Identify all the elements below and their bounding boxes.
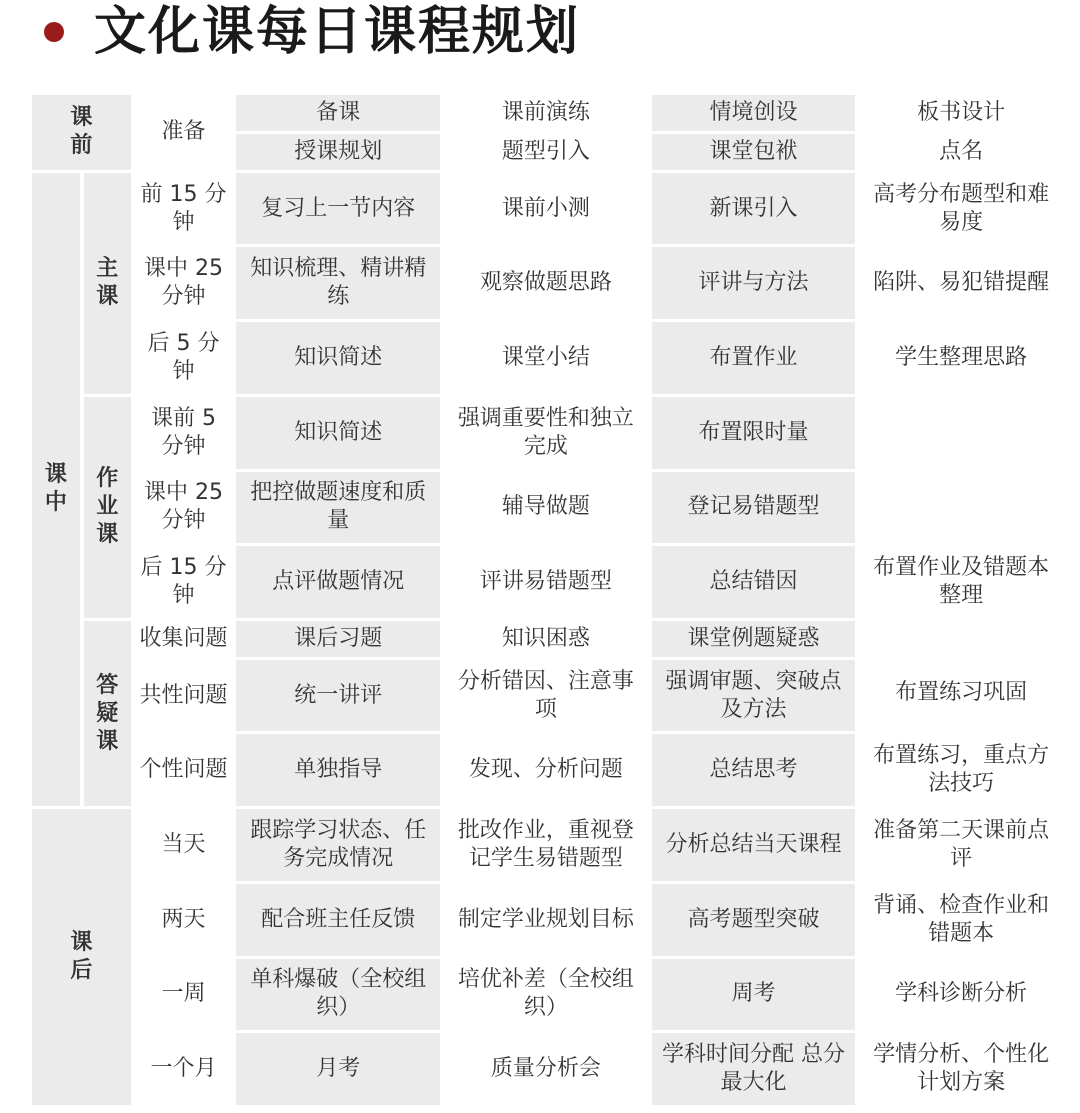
table-cell: 月考	[236, 1033, 440, 1105]
table-cell: 授课规划	[236, 134, 440, 170]
table-row	[32, 472, 1063, 544]
table-cell: 辅导做题	[444, 472, 648, 544]
sub-homework: 作业课	[84, 397, 131, 618]
table-cell: 知识困惑	[444, 621, 648, 657]
table-cell: 统一讲评	[236, 660, 440, 732]
row-label: 两天	[135, 884, 233, 956]
table-cell-empty	[859, 397, 1063, 469]
table-cell: 学科诊断分析	[859, 959, 1063, 1031]
table-cell: 学科时间分配 总分最大化	[652, 1033, 856, 1105]
table-cell: 知识简述	[236, 397, 440, 469]
table-cell: 背诵、检查作业和错题本	[859, 884, 1063, 956]
table-cell: 学生整理思路	[859, 322, 1063, 394]
table-cell: 知识简述	[236, 322, 440, 394]
table-cell: 分析总结当天课程	[652, 809, 856, 881]
table-row	[32, 397, 1063, 469]
row-label: 一周	[135, 959, 233, 1031]
table-row	[32, 95, 1063, 131]
table-cell: 布置练习，重点方法技巧	[859, 734, 1063, 806]
table-cell: 强调审题、突破点及方法	[652, 660, 856, 732]
table-cell: 学情分析、个性化计划方案	[859, 1033, 1063, 1105]
table-cell: 总结错因	[652, 546, 856, 618]
table-cell: 批改作业，重视登记学生易错题型	[444, 809, 648, 881]
table-cell: 总结思考	[652, 734, 856, 806]
table-cell: 发现、分析问题	[444, 734, 648, 806]
row-label: 课中 25 分钟	[135, 247, 233, 319]
table-cell: 把控做题速度和质量	[236, 472, 440, 544]
table-row	[32, 1033, 1063, 1105]
row-label: 个性问题	[135, 734, 233, 806]
table-cell: 高考分布题型和难易度	[859, 173, 1063, 245]
row-label: 一个月	[135, 1033, 233, 1105]
table-cell: 题型引入	[444, 134, 648, 170]
title-bullet-icon	[44, 22, 64, 42]
table-row	[32, 621, 1063, 657]
stage-during: 课中	[32, 173, 80, 806]
row-label: 后 5 分钟	[135, 322, 233, 394]
table-row	[32, 734, 1063, 806]
row-label: 前 15 分钟	[135, 173, 233, 245]
table-cell: 准备第二天课前点评	[859, 809, 1063, 881]
table-cell: 周考	[652, 959, 856, 1031]
table-cell: 课前小测	[444, 173, 648, 245]
table-cell: 复习上一节内容	[236, 173, 440, 245]
table-cell: 备课	[236, 95, 440, 131]
table-cell: 课堂例题疑惑	[652, 621, 856, 657]
table-cell: 制定学业规划目标	[444, 884, 648, 956]
table-cell: 板书设计	[859, 95, 1063, 131]
table-cell: 强调重要性和独立完成	[444, 397, 648, 469]
table-cell: 知识梳理、精讲精练	[236, 247, 440, 319]
table-cell-empty	[859, 472, 1063, 544]
table-row	[32, 546, 1063, 618]
row-label: 课中 25 分钟	[135, 472, 233, 544]
table-cell: 课后习题	[236, 621, 440, 657]
table-row	[32, 809, 1063, 881]
table-cell: 质量分析会	[444, 1033, 648, 1105]
table-cell: 布置限时量	[652, 397, 856, 469]
stage-after: 课后	[32, 809, 131, 1105]
table-row	[32, 173, 1063, 245]
table-cell: 评讲与方法	[652, 247, 856, 319]
table-cell: 课前演练	[444, 95, 648, 131]
table-cell: 配合班主任反馈	[236, 884, 440, 956]
row-label: 后 15 分钟	[135, 546, 233, 618]
sub-main: 主课	[84, 173, 131, 394]
table-cell: 布置作业	[652, 322, 856, 394]
row-label: 课前 5 分钟	[135, 397, 233, 469]
table-row	[32, 247, 1063, 319]
table-cell: 跟踪学习状态、任务完成情况	[236, 809, 440, 881]
table-cell: 单科爆破（全校组织）	[236, 959, 440, 1031]
table-cell: 点名	[859, 134, 1063, 170]
table-cell: 点评做题情况	[236, 546, 440, 618]
title-row	[0, 0, 1080, 70]
table-cell: 课堂小结	[444, 322, 648, 394]
sub-qa: 答疑课	[84, 621, 131, 806]
table-cell: 登记易错题型	[652, 472, 856, 544]
stage-before: 课前	[32, 95, 131, 170]
row-label: 准备	[135, 95, 233, 170]
table-cell: 单独指导	[236, 734, 440, 806]
table-cell: 陷阱、易犯错提醒	[859, 247, 1063, 319]
row-label: 共性问题	[135, 660, 233, 732]
table-cell: 评讲易错题型	[444, 546, 648, 618]
row-label: 收集问题	[135, 621, 233, 657]
table-cell: 分析错因、注意事项	[444, 660, 648, 732]
table-row	[32, 884, 1063, 956]
table-row	[32, 322, 1063, 394]
table-cell: 布置作业及错题本整理	[859, 546, 1063, 618]
table-cell: 情境创设	[652, 95, 856, 131]
table-cell: 新课引入	[652, 173, 856, 245]
table-cell: 培优补差（全校组织）	[444, 959, 648, 1031]
page-title: 文化课每日课程规划	[94, 1, 581, 62]
table-cell: 观察做题思路	[444, 247, 648, 319]
table-cell: 高考题型突破	[652, 884, 856, 956]
course-plan-table	[28, 92, 1067, 1108]
table-cell: 课堂包袱	[652, 134, 856, 170]
table-cell: 布置练习巩固	[859, 621, 1063, 732]
table-row	[32, 959, 1063, 1031]
row-label: 当天	[135, 809, 233, 881]
